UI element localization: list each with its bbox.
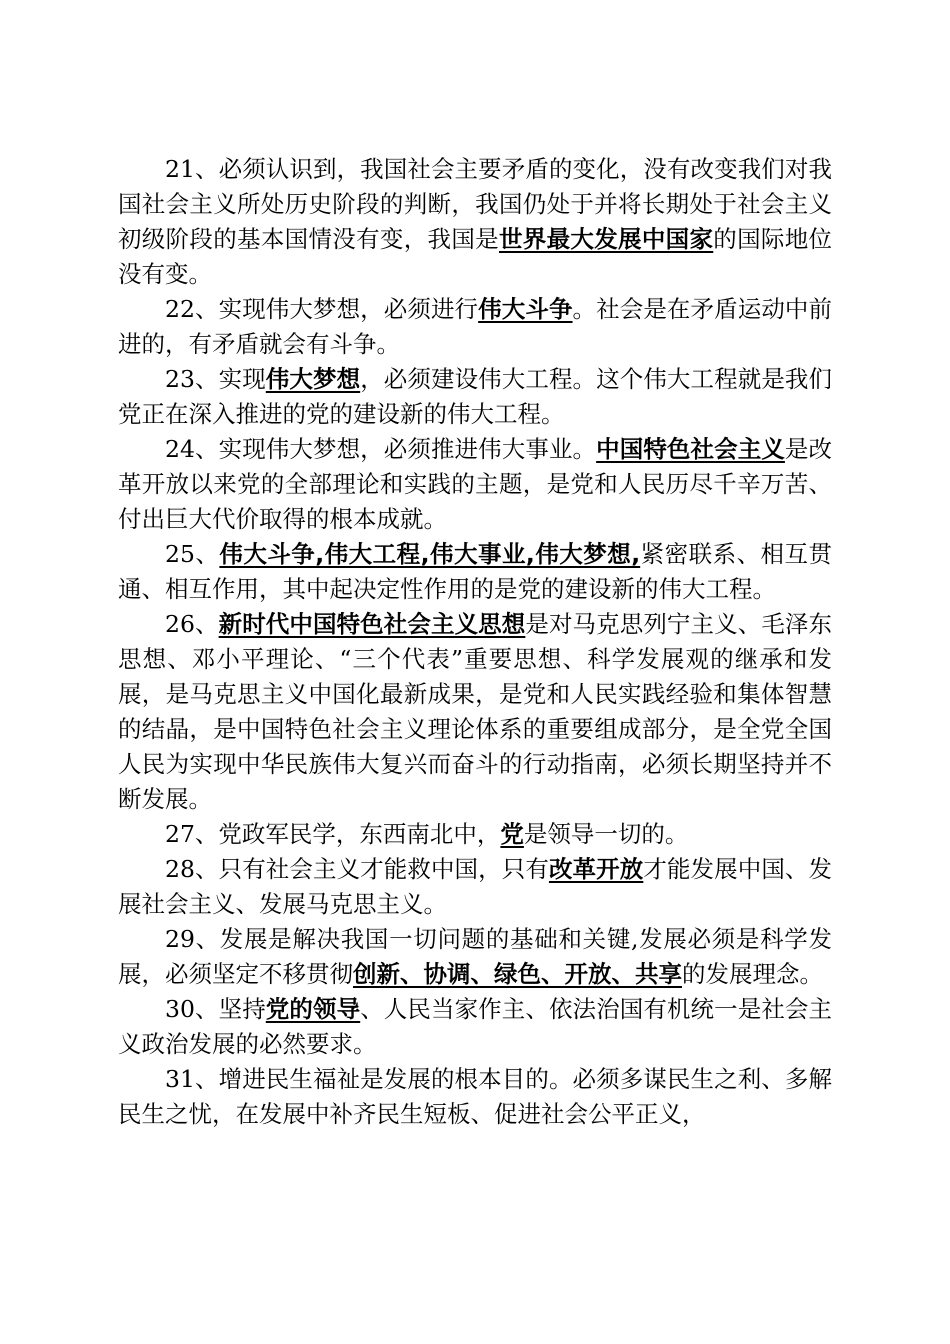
paragraph-28 [118, 852, 832, 922]
text-segment: 30、坚持 [165, 995, 266, 1023]
paragraph-21 [118, 152, 832, 292]
text-segment: 26、 [165, 610, 219, 638]
highlighted-term: 党的领导 [265, 995, 361, 1023]
paragraph-30 [118, 992, 832, 1062]
highlighted-term: 新时代中国特色社会主义思想 [218, 610, 526, 638]
text-segment: 。社会是在矛盾运动中前进的，有矛盾就会有斗争。 [118, 295, 833, 358]
text-segment: 28、只有社会主义才能救中国，只有 [165, 855, 549, 883]
text-segment: 21、必须认识到，我国社会主要矛盾的变化，没有改变我们对我国社会主义所处历史阶段的判断，我国仍处于并将长期处于社会主义初级阶段的基本国情没有变，我国是 [118, 155, 832, 253]
text-segment: 是对马克思列宁主义、毛泽东思想、邓小平理论、“三个代表”重要思想、科学发展观的继承和发展，是马克思主义中国化最新成果，是党和人民实践经验和集体智慧的结晶，是中国特色社会主义理论体系的重要组成部分，是全党全国人民为实现中华民族伟大复兴而奋斗的行动指南，必须长期坚持并不断发展。 [118, 610, 833, 813]
highlighted-term: 中国特色社会主义 [596, 435, 785, 463]
highlighted-term: 党 [500, 820, 524, 848]
paragraph-24 [118, 432, 832, 537]
text-segment: 22、实现伟大梦想，必须进行 [165, 295, 479, 323]
highlighted-term: 改革开放 [548, 855, 644, 883]
paragraph-23 [118, 362, 832, 432]
paragraph-31 [118, 1062, 832, 1132]
highlighted-term: 伟大梦想 [265, 365, 361, 393]
highlighted-term: 创新、协调、绿色、开放、共享 [353, 960, 682, 988]
paragraph-27 [118, 817, 832, 852]
text-segment: 27、党政军民学，东西南北中， [165, 820, 501, 848]
text-segment: 31、增进民生福祉是发展的根本目的。必须多谋民生之利、多解民生之忧，在发展中补齐民生短板、促进社会公平正义， [118, 1065, 832, 1128]
text-segment: 的发展理念。 [682, 960, 823, 988]
text-segment: 是领导一切的。 [523, 820, 689, 848]
text-segment: 25、 [165, 540, 220, 568]
text-segment: 、人民当家作主、依法治国有机统一是社会主义政治发展的必然要求。 [118, 995, 833, 1058]
text-segment: 23、实现 [165, 365, 266, 393]
text-segment: 29、发展是解决我国一切问题的基础和关键,发展必须是科学发展，必须坚定不移贯彻 [118, 925, 832, 988]
paragraph-25 [118, 537, 832, 607]
text-segment: 24、实现伟大梦想，必须推进伟大事业。 [165, 435, 597, 463]
highlighted-term: 伟大斗争 [478, 295, 573, 323]
text-segment: 才能发展中国、发展社会主义、发展马克思主义。 [118, 855, 833, 918]
text-segment: ，必须建设伟大工程。这个伟大工程就是我们党正在深入推进的党的建设新的伟大工程。 [118, 365, 833, 428]
highlighted-term: 世界最大发展中国家 [498, 225, 714, 253]
paragraph-26 [118, 607, 832, 817]
paragraph-29 [118, 922, 832, 992]
document-page [118, 152, 832, 1132]
text-segment: 的国际地位没有变。 [118, 225, 833, 288]
text-segment: 是改革开放以来党的全部理论和实践的主题，是党和人民历尽千辛万苦、付出巨大代价取得的根本成就。 [118, 435, 833, 533]
highlighted-term: 伟大斗争,伟大工程,伟大事业,伟大梦想, [219, 540, 641, 568]
text-segment: 紧密联系、相互贯通、相互作用，其中起决定性作用的是党的建设新的伟大工程。 [118, 540, 833, 603]
paragraph-22 [118, 292, 832, 362]
